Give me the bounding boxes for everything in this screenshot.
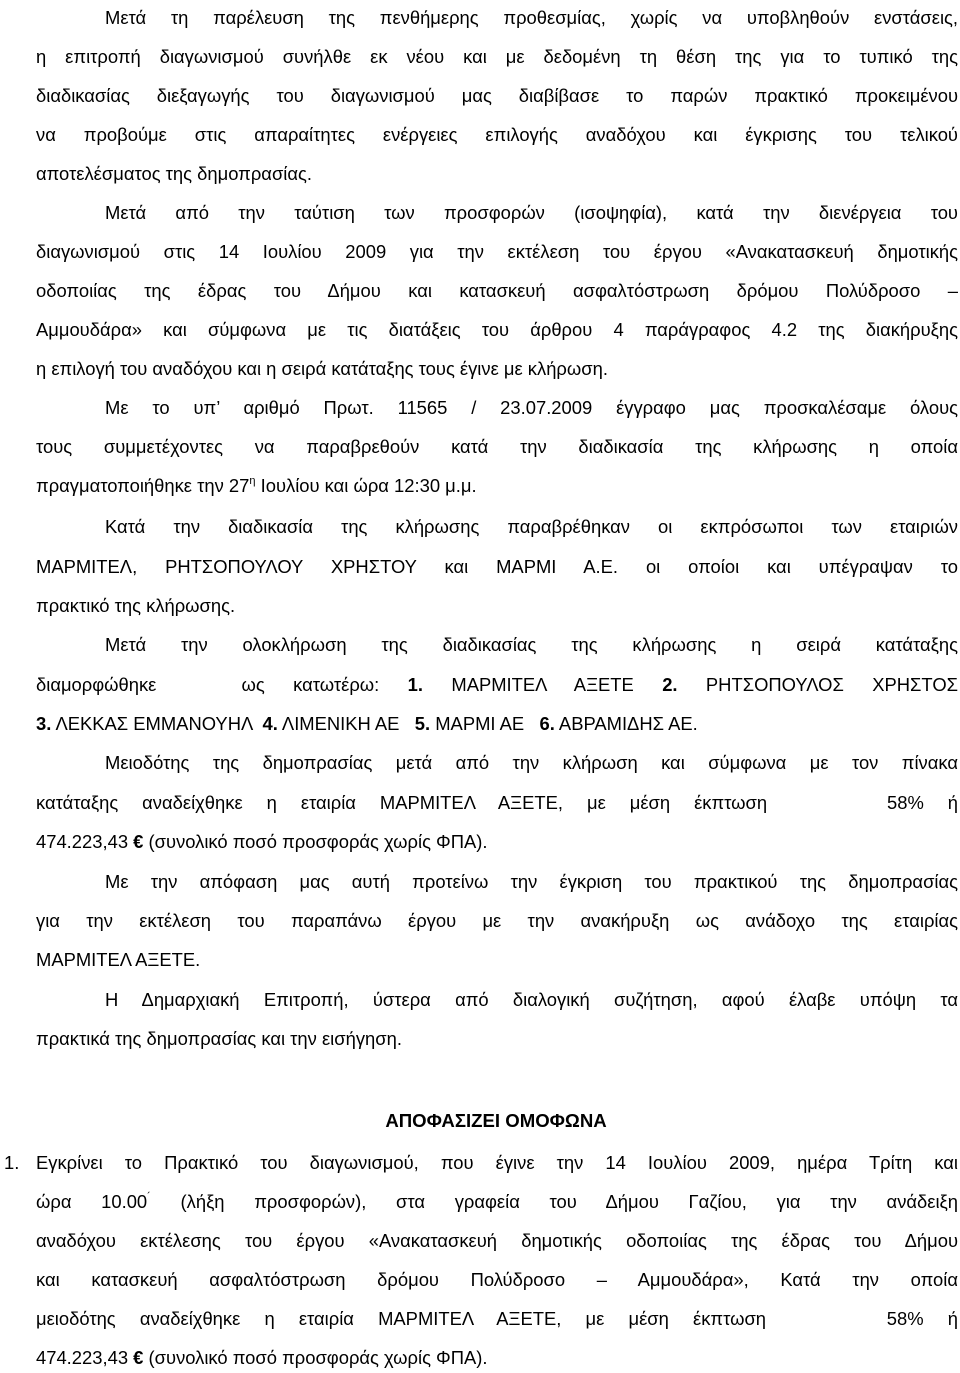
paragraph-line: Κατά την διαδικασία της κλήρωσης παραβρέθηκαν οι εκπρόσωποι των εταιριών	[105, 516, 958, 537]
amount-line	[36, 827, 958, 857]
rank-name: ΜΑΡΜΙΤΕΛ ΑΞΕΤΕ	[422, 674, 663, 695]
paragraph-line: για την εκτέλεση του παραπάνω έργου με την ανακήρυξη ως ανάδοχο της εταιρίας	[36, 910, 958, 931]
paragraph-line: να προβούμε στις απαραίτητες ενέργειες επιλογής αναδόχου και έγκρισης του τελικού	[36, 124, 958, 145]
rank-name: ΛΙΜΕΝΙΚΗ ΑΕ	[277, 713, 415, 734]
paragraph-line: διαγωνισμού στις 14 Ιουλίου 2009 για την εκτέλεση του έργου «Ανακατασκευή δημοτικής	[36, 241, 958, 262]
paragraph-line	[36, 1187, 958, 1217]
paragraph-line: ΜΑΡΜΙΤΕΛ ΑΞΕΤΕ.	[36, 949, 201, 970]
paragraph-line	[36, 471, 958, 501]
paragraph-line: πρακτικά της δημοπρασίας και την εισήγηση.	[36, 1028, 402, 1049]
amount-value: 474.223,43	[36, 831, 129, 852]
paragraph-text: πραγματοποιήθηκε την 27	[36, 475, 250, 496]
paragraph-line: μειοδότης αναδείχθηκε η εταιρία ΜΑΡΜΙΤΕΛ ΑΞΕΤΕ, με μέση έκπτωση 58% ή	[36, 1308, 958, 1329]
paragraph-line: Μετά τη παρέλευση της πενθήμερης προθεσμίας, χωρίς να υποβληθούν ενστάσεις,	[105, 7, 958, 28]
paragraph-text: ώρα 10.00	[36, 1191, 148, 1212]
superscript: η	[249, 475, 256, 487]
rank-number: 5.	[414, 713, 431, 734]
rank-number: 3.	[36, 713, 52, 734]
amount-note: (συνολικό ποσό προσφοράς χωρίς ΦΠΑ).	[148, 831, 488, 852]
paragraph-line: Μειοδότης της δημοπρασίας μετά από την κλήρωση και σύμφωνα με τον πίνακα	[105, 752, 958, 773]
paragraph-line: αποτελέσματος της δημοπρασίας.	[36, 163, 312, 184]
rank-name: ΡΗΤΣΟΠΟΥΛΟΣ ΧΡΗΣΤΟΣ	[677, 674, 958, 695]
paragraph-line: η επιλογή του αναδόχου και η σειρά κατάταξης τους έγινε με κλήρωση.	[36, 358, 608, 379]
paragraph-line: και κατασκευή ασφαλτόστρωση δρόμου Πολύδροσο – Αμμουδάρα», Κατά την οποία	[36, 1269, 958, 1290]
rank-number: 1.	[407, 674, 423, 695]
paragraph-line: αναδόχου εκτέλεσης του έργου «Ανακατασκευή δημοτικής οδοποιίας της έδρας του Δήμου	[36, 1230, 958, 1251]
paragraph-line: Αμμουδάρα» και σύμφωνα με τις διατάξεις του άρθρου 4 παράγραφος 4.2 της διακήρυξης	[36, 319, 958, 340]
paragraph-line: Με την απόφαση μας αυτή προτείνω την έγκριση του πρακτικού της δημοπρασίας	[105, 871, 958, 892]
paragraph-line: Με το υπ’ αριθμό Πρωτ. 11565 / 23.07.2009 έγγραφο μας προσκαλέσαμε όλους	[105, 397, 958, 418]
decision-heading: ΑΠΟΦΑΣΙΖΕΙ ΟΜΟΦΩΝΑ	[385, 1110, 607, 1131]
paragraph-line: Η Δημαρχιακή Επιτροπή, ύστερα από διαλογική συζήτηση, αφού έλαβε υπόψη τα	[105, 989, 958, 1010]
rank-number: 4.	[262, 713, 278, 734]
rank-number: 6.	[539, 713, 555, 734]
rank-number: 2.	[662, 674, 678, 695]
paragraph-text: (λήξη προσφορών), στα γραφεία του Δήμου Γαζίου, για την ανάδειξη	[150, 1191, 958, 1212]
paragraph-line: Εγκρίνει το Πρακτικό του διαγωνισμού, που έγινε την 14 Ιουλίου 2009, ημέρα Τρίτη και	[36, 1152, 958, 1173]
rank-name: ΛΕΚΚΑΣ ΕΜΜΑΝΟΥΗΛ	[51, 713, 263, 734]
paragraph-text: Ιουλίου και ώρα 12:30 μ.μ.	[255, 475, 477, 496]
list-number: 1.	[4, 1152, 20, 1173]
euro-icon: €	[133, 831, 144, 852]
euro-icon: €	[133, 1347, 144, 1368]
ranking-line-1	[36, 670, 958, 700]
rank-name: ΜΑΡΜΙ ΑΕ	[430, 713, 540, 734]
paragraph-line: οδοποιίας της έδρας του Δήμου και κατασκευή ασφαλτόστρωση δρόμου Πολύδροσο –	[36, 280, 958, 301]
amount-line	[36, 1343, 958, 1373]
paragraph-line: διαδικασίας διεξαγωγής του διαγωνισμού μας διαβίβασε το παρών πρακτικό προκειμένου	[36, 85, 958, 106]
superscript: ´	[147, 1191, 151, 1203]
amount-value: 474.223,43	[36, 1347, 129, 1368]
rank-name: ΑΒΡΑΜΙΔΗΣ ΑΕ.	[554, 713, 698, 734]
paragraph-line: Μετά από την ταύτιση των προσφορών (ισοψηφία), κατά την διενέργεια του	[105, 202, 958, 223]
paragraph-line: κατάταξης αναδείχθηκε η εταιρία ΜΑΡΜΙΤΕΛ ΑΞΕΤΕ, με μέση έκπτωση 58% ή	[36, 792, 958, 813]
ranking-line-2	[36, 709, 958, 739]
paragraph-line: Μετά την ολοκλήρωση της διαδικασίας της κλήρωσης η σειρά κατάταξης	[105, 634, 958, 655]
paragraph-line: ΜΑΡΜΙΤΕΛ, ΡΗΤΣΟΠΟΥΛΟΥ ΧΡΗΣΤΟΥ και ΜΑΡΜΙ Α.Ε. οι οποίοι και υπέγραψαν το	[36, 556, 958, 577]
paragraph-text: διαμορφώθηκε ως κατωτέρω:	[36, 674, 408, 695]
paragraph-line: η επιτροπή διαγωνισμού συνήλθε εκ νέου και με δεδομένη τη θέση της για το τυπικό της	[36, 46, 958, 67]
paragraph-line: τους συμμετέχοντες να παραβρεθούν κατά την διαδικασία της κλήρωσης η οποία	[36, 436, 958, 457]
paragraph-line: πρακτικό της κλήρωσης.	[36, 595, 236, 616]
amount-note: (συνολικό ποσό προσφοράς χωρίς ΦΠΑ).	[148, 1347, 488, 1368]
